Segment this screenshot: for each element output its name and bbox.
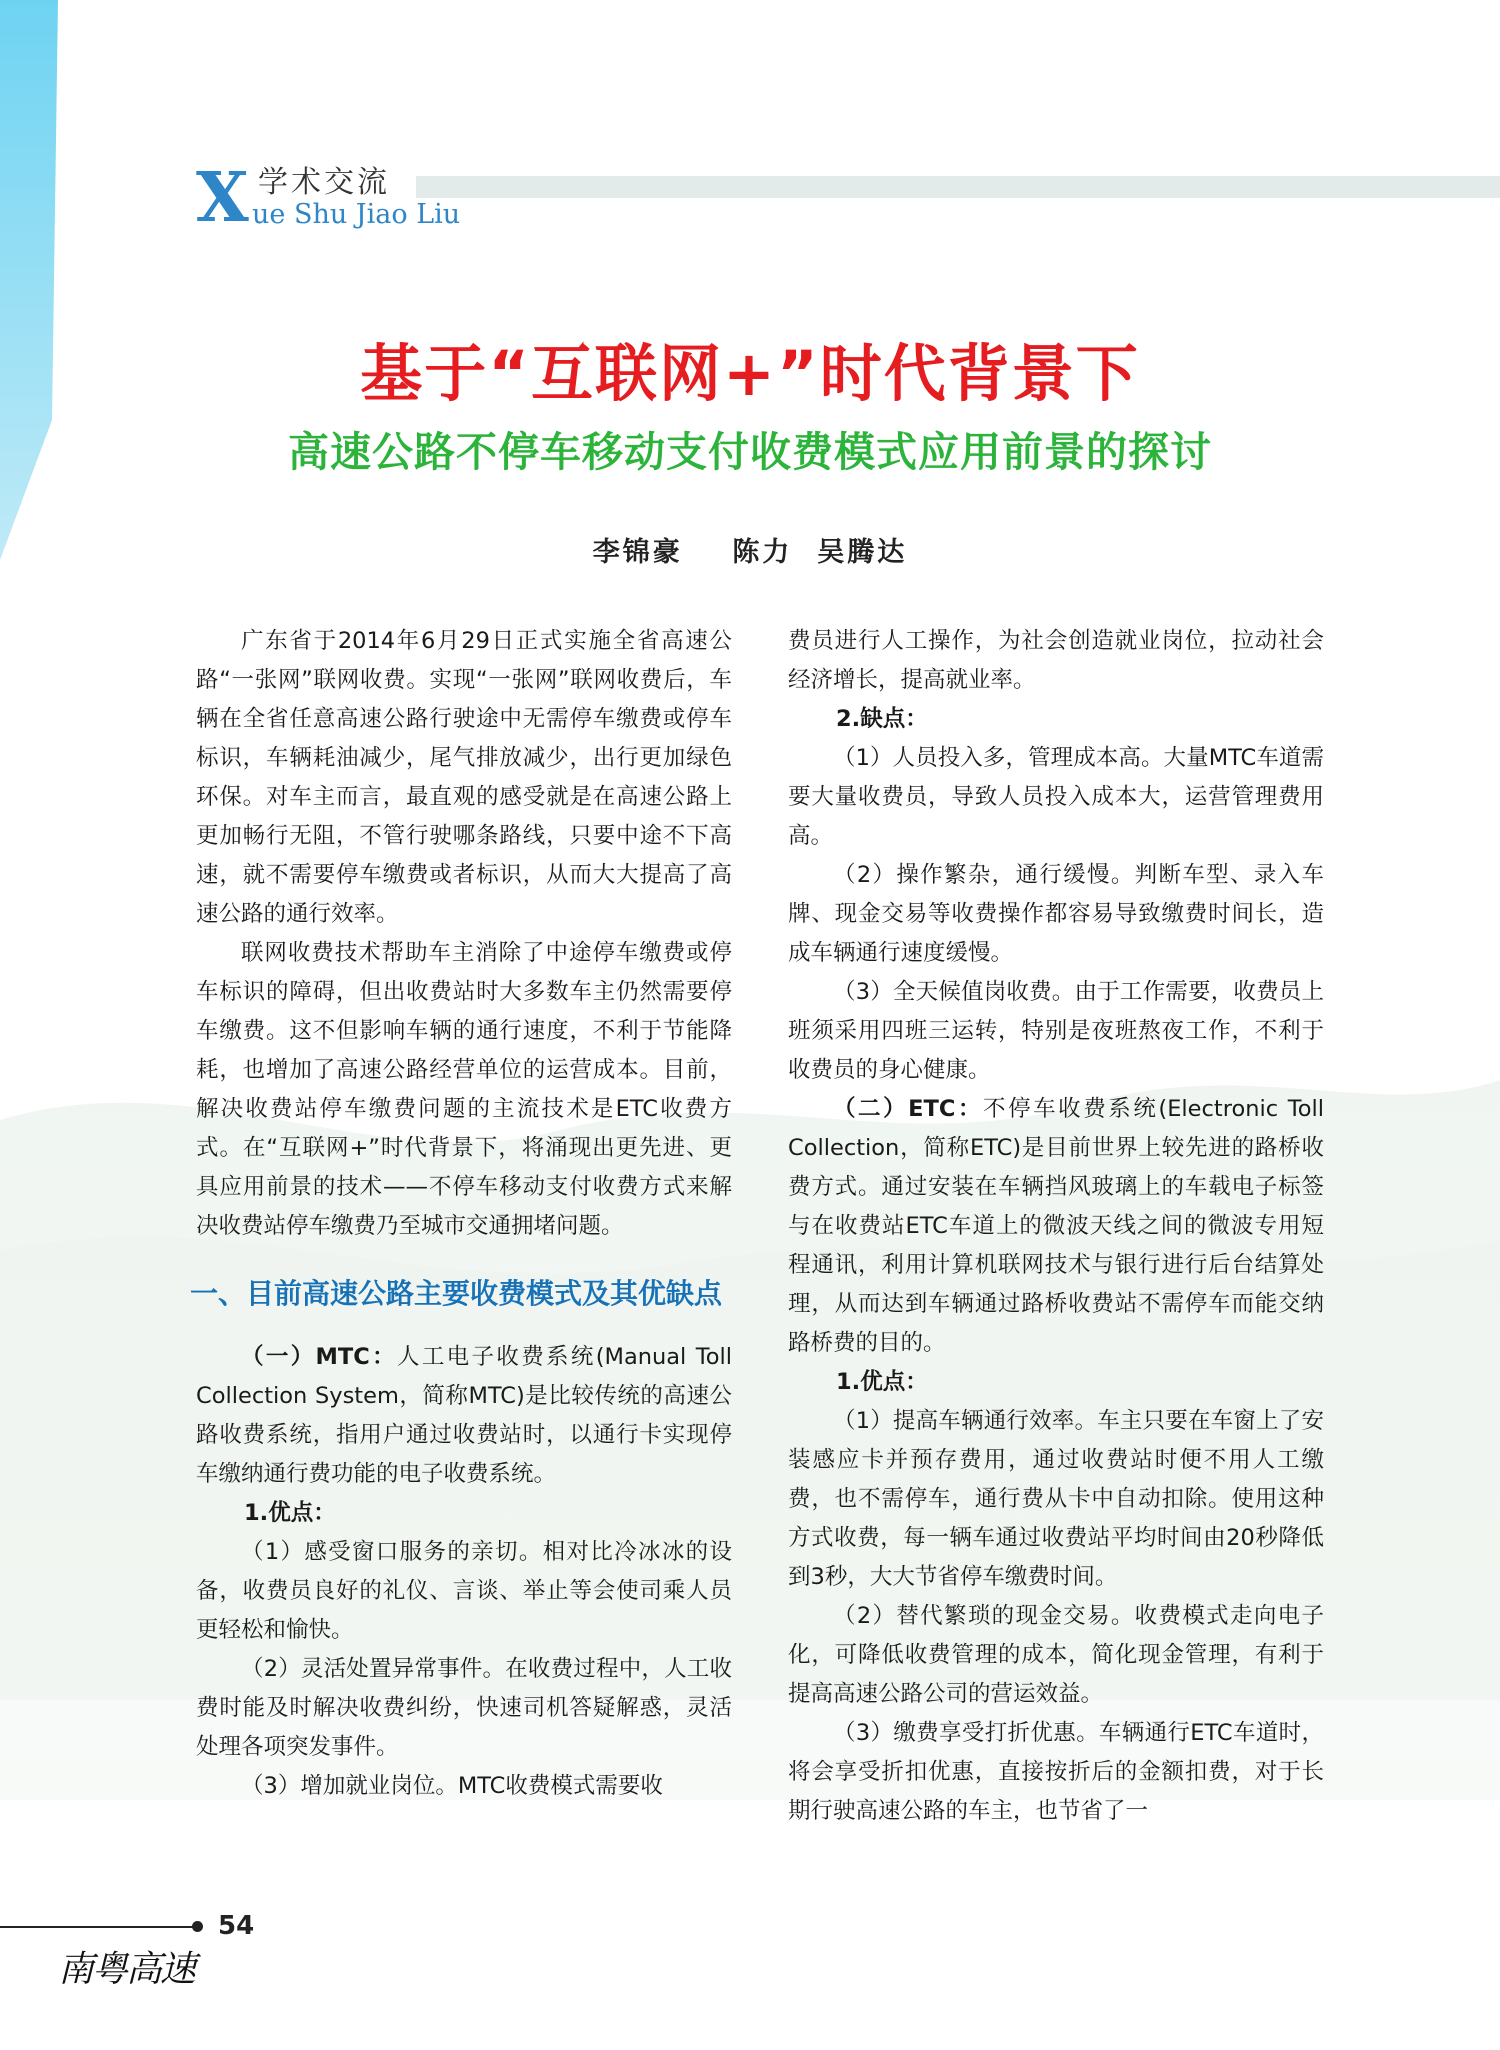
paragraph: （3）增加就业岗位。MTC收费模式需要收 bbox=[241, 1773, 663, 1799]
page-number: 54 bbox=[218, 1911, 255, 1941]
header-pinyin: ue Shu Jiao Liu bbox=[252, 199, 461, 230]
paragraph: 联网收费技术帮助车主消除了中途停车缴费或停车标识的障碍，但出收费站时大多数车主仍然需要停车缴费。这不但影响车辆的通行速度，不利于节能降耗，也增加了高速公路经营单位的运营成本。目前，解决收费站停车缴费问题的主流技术是ETC收费方式。在“互联网+”时代背景下，将涌现出更先进、更具应用前景的技术——不停车移动支付收费方式来解决收费站停车缴费乃至城市交通拥堵问题。 bbox=[196, 940, 732, 1239]
header-bar bbox=[416, 176, 1500, 198]
paragraph: 费员进行人工操作，为社会创造就业岗位，拉动社会经济增长，提高就业率。 bbox=[788, 628, 1324, 693]
etc-body: 不停车收费系统(Electronic Toll Collection，简称ETC)是目前世界上较先进的路桥收费方式。通过安装在车辆挡风玻璃上的车载电子标签与在收费站ETC车道上的微波天线之间的微波专用短程通讯，利用计算机联网技术与银行进行后台结算处理，从而达到车辆通过路桥收费站不需停车而能交纳路桥费的目的。 bbox=[788, 1096, 1324, 1356]
paragraph: （1）提高车辆通行效率。车主只要在车窗上了安装感应卡并预存费用，通过收费站时便不用人工缴费，也不需停车，通行费从卡中自动扣除。使用这种方式收费，每一辆车通过收费站平均时间由20秒降低到3秒，大大节省停车缴费时间。 bbox=[788, 1408, 1324, 1590]
paragraph: （2）灵活处置异常事件。在收费过程中，人工收费时能及时解决收费纠纷，快速司机答疑解惑，灵活处理各项突发事件。 bbox=[196, 1656, 732, 1760]
article-title: 基于“互联网+”时代背景下 bbox=[360, 337, 1140, 410]
paragraph bbox=[788, 1090, 1324, 1363]
footer-dot bbox=[192, 1921, 203, 1932]
mtc-body: 人工电子收费系统(Manual Toll Collection System，简称MTC)是比较传统的高速公路收费系统，指用户通过收费站时，以通行卡实现停车缴纳通行费功能的电子收费系统。 bbox=[196, 1344, 732, 1487]
footer-rule bbox=[0, 1926, 196, 1928]
left-column bbox=[190, 622, 732, 1806]
article-subtitle: 高速公路不停车移动支付收费模式应用前景的探讨 bbox=[288, 428, 1212, 476]
etc-heading: （二）ETC： bbox=[833, 1096, 984, 1122]
subheading: 1.优点： bbox=[836, 1369, 928, 1395]
magazine-logo: 南粤高速 bbox=[58, 1949, 195, 1990]
article-authors: 李锦豪 陈力 吴腾达 bbox=[592, 537, 908, 568]
paragraph: （3）全天候值岗收费。由于工作需要，收费员上班须采用四班三运转，特别是夜班熬夜工作，不利于收费员的身心健康。 bbox=[788, 979, 1324, 1083]
subheading: 2.缺点： bbox=[836, 706, 928, 732]
header-chinese: 学术交流 bbox=[258, 165, 390, 200]
paragraph: （1）人员投入多，管理成本高。大量MTC车道需要大量收费员，导致人员投入成本大，运营管理费用高。 bbox=[788, 745, 1324, 849]
paragraph: 广东省于2014年6月29日正式实施全省高速公路“一张网”联网收费。实现“一张网”联网收费后，车辆在全省任意高速公路行驶途中无需停车缴费或停车标识，车辆耗油减少，尾气排放减少，出行更加绿色环保。对车主而言，最直观的感受就是在高速公路上更加畅行无阻，不管行驶哪条路线，只要中途不下高速，就不需要停车缴费或者标识，从而大大提高了高速公路的通行效率。 bbox=[196, 628, 732, 927]
paragraph: （3）缴费享受打折优惠。车辆通行ETC车道时，将会享受折扣优惠，直接按折后的金额扣费，对于长期行驶高速公路的车主，也节省了一 bbox=[788, 1720, 1324, 1824]
subheading: 1.优点： bbox=[244, 1500, 336, 1526]
header-initial: X bbox=[196, 158, 249, 238]
mtc-heading: （一）MTC： bbox=[241, 1344, 397, 1370]
paragraph bbox=[196, 1338, 732, 1494]
paragraph: （2）替代繁琐的现金交易。收费模式走向电子化，可降低收费管理的成本，简化现金管理，有利于提高高速公路公司的营运效益。 bbox=[788, 1603, 1324, 1707]
right-column bbox=[788, 622, 1324, 1831]
section-heading: 一、目前高速公路主要收费模式及其优缺点 bbox=[190, 1277, 723, 1310]
section-header bbox=[196, 158, 1326, 244]
paragraph: （2）操作繁杂，通行缓慢。判断车型、录入车牌、现金交易等收费操作都容易导致缴费时间长，造成车辆通行速度缓慢。 bbox=[788, 862, 1324, 966]
paragraph: （1）感受窗口服务的亲切。相对比冷冰冰的设备，收费员良好的礼仪、言谈、举止等会使司乘人员更轻松和愉快。 bbox=[196, 1539, 732, 1643]
